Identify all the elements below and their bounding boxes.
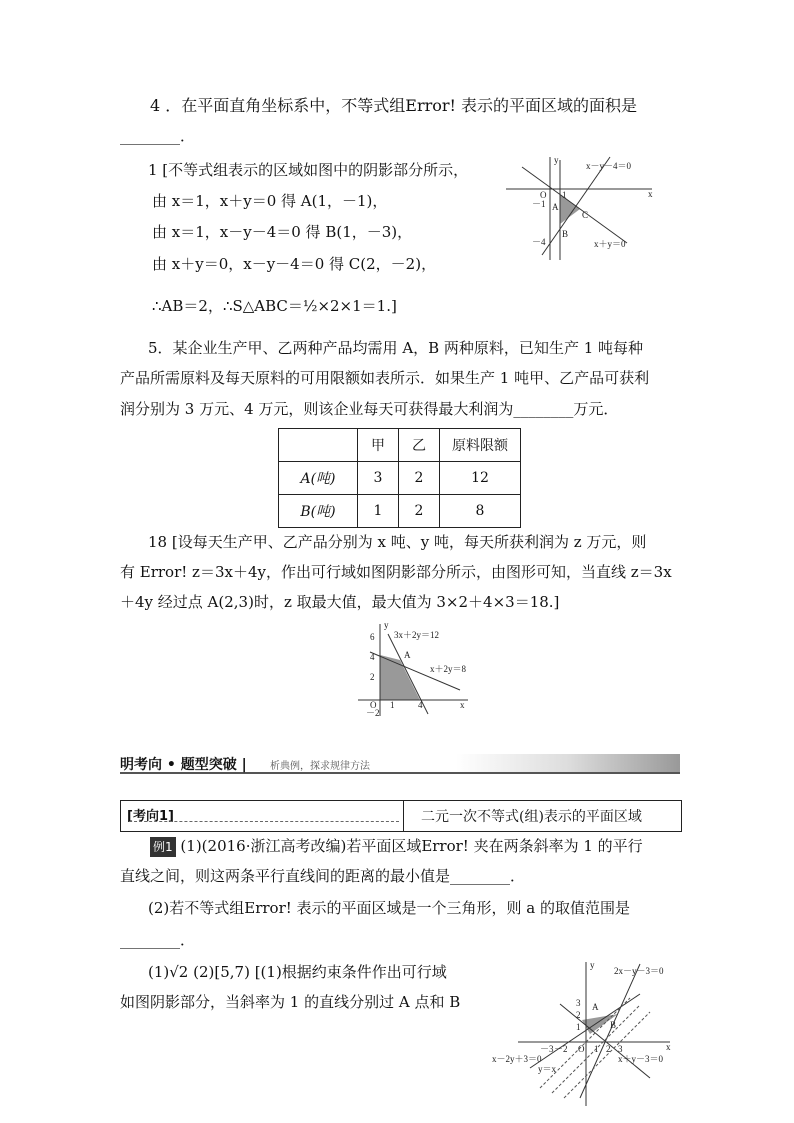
line-x-y-3	[560, 1004, 650, 1078]
q4-answer-line-1: 1 [不等式组表示的区域如图中的阴影部分所示，	[148, 161, 469, 179]
table-row	[279, 462, 521, 495]
label-B: B	[562, 229, 569, 239]
label-eq-c: y＝x	[538, 1064, 557, 1074]
q4-answer-line-3: 由 x＝1，x－y－4＝0 得 B(1，－3)，	[152, 223, 413, 241]
table-cell: 2	[399, 462, 440, 495]
label-eq1: x－y－4＝0	[586, 161, 632, 171]
table-header-cell	[279, 429, 358, 462]
q4-blank: ________．	[120, 127, 196, 145]
label-tick-1: 1	[562, 190, 567, 200]
topic-name: 二元一次不等式(组)表示的平面区域	[421, 809, 642, 825]
q5-answer-line-1: 18 [设每天生产甲、乙产品分别为 x 吨、y 吨，每天所获利润为 z 万元，则	[148, 533, 647, 551]
table-cell: 12	[440, 462, 521, 495]
q5-feasible-region-figure	[350, 620, 480, 720]
label-B: B	[610, 1020, 617, 1030]
label-eq2: x＋y＝0	[594, 239, 626, 249]
dashed-line-1	[540, 998, 630, 1088]
label-origin: O	[578, 1044, 585, 1054]
q5-line-2: 产品所需原料及每天原料的可用限额如表所示．如果生产 1 吨甲、乙产品可获利	[120, 369, 650, 387]
label-A: A	[404, 650, 411, 660]
example-tag: 例1	[150, 837, 176, 857]
label-tick-2: 2	[576, 1010, 581, 1020]
example-line-3: (2)若不等式组Error! 表示的平面区域是一个三角形，则 a 的取值范围是	[148, 899, 631, 917]
table-header-cell: 原料限额	[440, 429, 521, 462]
label-eq-a: 3x＋2y＝12	[394, 630, 440, 640]
label-tick-4: 4	[370, 652, 375, 662]
topic-dashes	[129, 821, 399, 822]
label-tick-neg3: －3	[540, 1044, 554, 1054]
example-answer-line-1: (1)√2 (2)[5,7) [(1)根据约束条件作出可行域	[148, 963, 447, 981]
label-tick-neg2: －2	[366, 708, 380, 718]
q5-line-1: 5．某企业生产甲、乙两种产品均需用 A，B 两种原料，已知生产 1 吨每种	[148, 339, 644, 357]
table-cell: 2	[399, 495, 440, 528]
label-tick-6: 6	[370, 632, 375, 642]
label-A: A	[592, 1002, 599, 1012]
q4-answer-line-5: ∴AB＝2，∴S△ABC＝½×2×1＝1.]	[152, 297, 397, 315]
label-tick-neg2: －2	[554, 1044, 568, 1054]
label-tick-1: 1	[576, 1022, 581, 1032]
banner-subtitle: 析典例，探求规律方法	[270, 761, 370, 772]
example-line-1	[150, 836, 643, 857]
label-origin: O	[370, 700, 377, 710]
label-origin: O	[540, 190, 547, 200]
label-tick-2: 2	[370, 672, 375, 682]
example-answer-line-2: 如图阴影部分，当斜率为 1 的直线分别过 A 点和 B	[120, 993, 461, 1011]
topic-label: [考向1]	[127, 809, 174, 824]
q4-region-figure	[502, 155, 662, 265]
table-cell: 3	[358, 462, 399, 495]
table-cell: B(吨)	[279, 495, 358, 528]
label-y: y	[384, 620, 389, 630]
label-eq-d: x＋y－3＝0	[618, 1054, 664, 1064]
label-eq-b: x＋2y＝8	[430, 664, 467, 674]
table-header-cell: 乙	[399, 429, 440, 462]
label-tick-x4: 4	[418, 700, 423, 710]
label-y: y	[554, 155, 559, 165]
topic-separator	[403, 801, 404, 831]
table-cell: 8	[440, 495, 521, 528]
q5-answer-line-2: 有 Error! z＝3x＋4y，作出可行域如图阴影部分所示，由图形可知，当直线 z＝3x	[120, 563, 672, 581]
example-line-2: 直线之间，则这两条平行直线间的距离的最小值是________．	[120, 867, 526, 885]
table-row	[279, 495, 521, 528]
table-cell: 1	[358, 495, 399, 528]
label-x: x	[460, 700, 465, 710]
table-header-row	[279, 429, 521, 462]
label-x: x	[666, 1042, 671, 1052]
label-eq-b: x－2y＋3＝0	[492, 1054, 542, 1064]
section-banner	[120, 754, 680, 774]
topic-box	[120, 800, 682, 832]
label-x: x	[648, 189, 653, 199]
label-tick-neg4: －4	[532, 237, 546, 247]
label-y: y	[590, 960, 595, 970]
label-tick-3: 3	[576, 998, 581, 1008]
example-region-figure	[490, 958, 680, 1108]
q4-stem: 4 ．在平面直角坐标系中，不等式组Error! 表示的平面区域的面积是	[150, 96, 638, 115]
banner-title: 明考向 • 题型突破 |	[120, 757, 247, 773]
label-tick-1: 1	[390, 700, 395, 710]
example-line-4: ________．	[120, 931, 196, 949]
label-tick-x3: 3	[618, 1044, 623, 1054]
label-tick-x2: 2	[606, 1044, 611, 1054]
materials-table	[278, 428, 521, 528]
label-C: C	[582, 210, 589, 220]
table-header-cell: 甲	[358, 429, 399, 462]
example-line-1-text: (1)(2016·浙江高考改编)若平面区域Error! 夹在两条斜率为 1 的平行	[180, 837, 643, 855]
q5-line-3: 润分别为 3 万元、4 万元，则该企业每天可获得最大利润为________万元．	[120, 400, 619, 418]
label-tick-x1: 1	[594, 1044, 599, 1054]
q4-answer-line-2: 由 x＝1，x＋y＝0 得 A(1，－1)，	[152, 192, 388, 210]
label-eq-a: 2x－y－3＝0	[614, 966, 664, 976]
q4-answer-line-4: 由 x＋y＝0，x－y－4＝0 得 C(2，－2)，	[152, 255, 437, 273]
label-tick-neg1: －1	[532, 199, 546, 209]
label-A: A	[552, 202, 559, 212]
q5-answer-line-3: ＋4y 经过点 A(2,3)时，z 取最大值，最大值为 3×2＋4×3＝18.]	[120, 593, 560, 611]
shaded-region	[380, 655, 420, 700]
table-cell: A(吨)	[279, 462, 358, 495]
